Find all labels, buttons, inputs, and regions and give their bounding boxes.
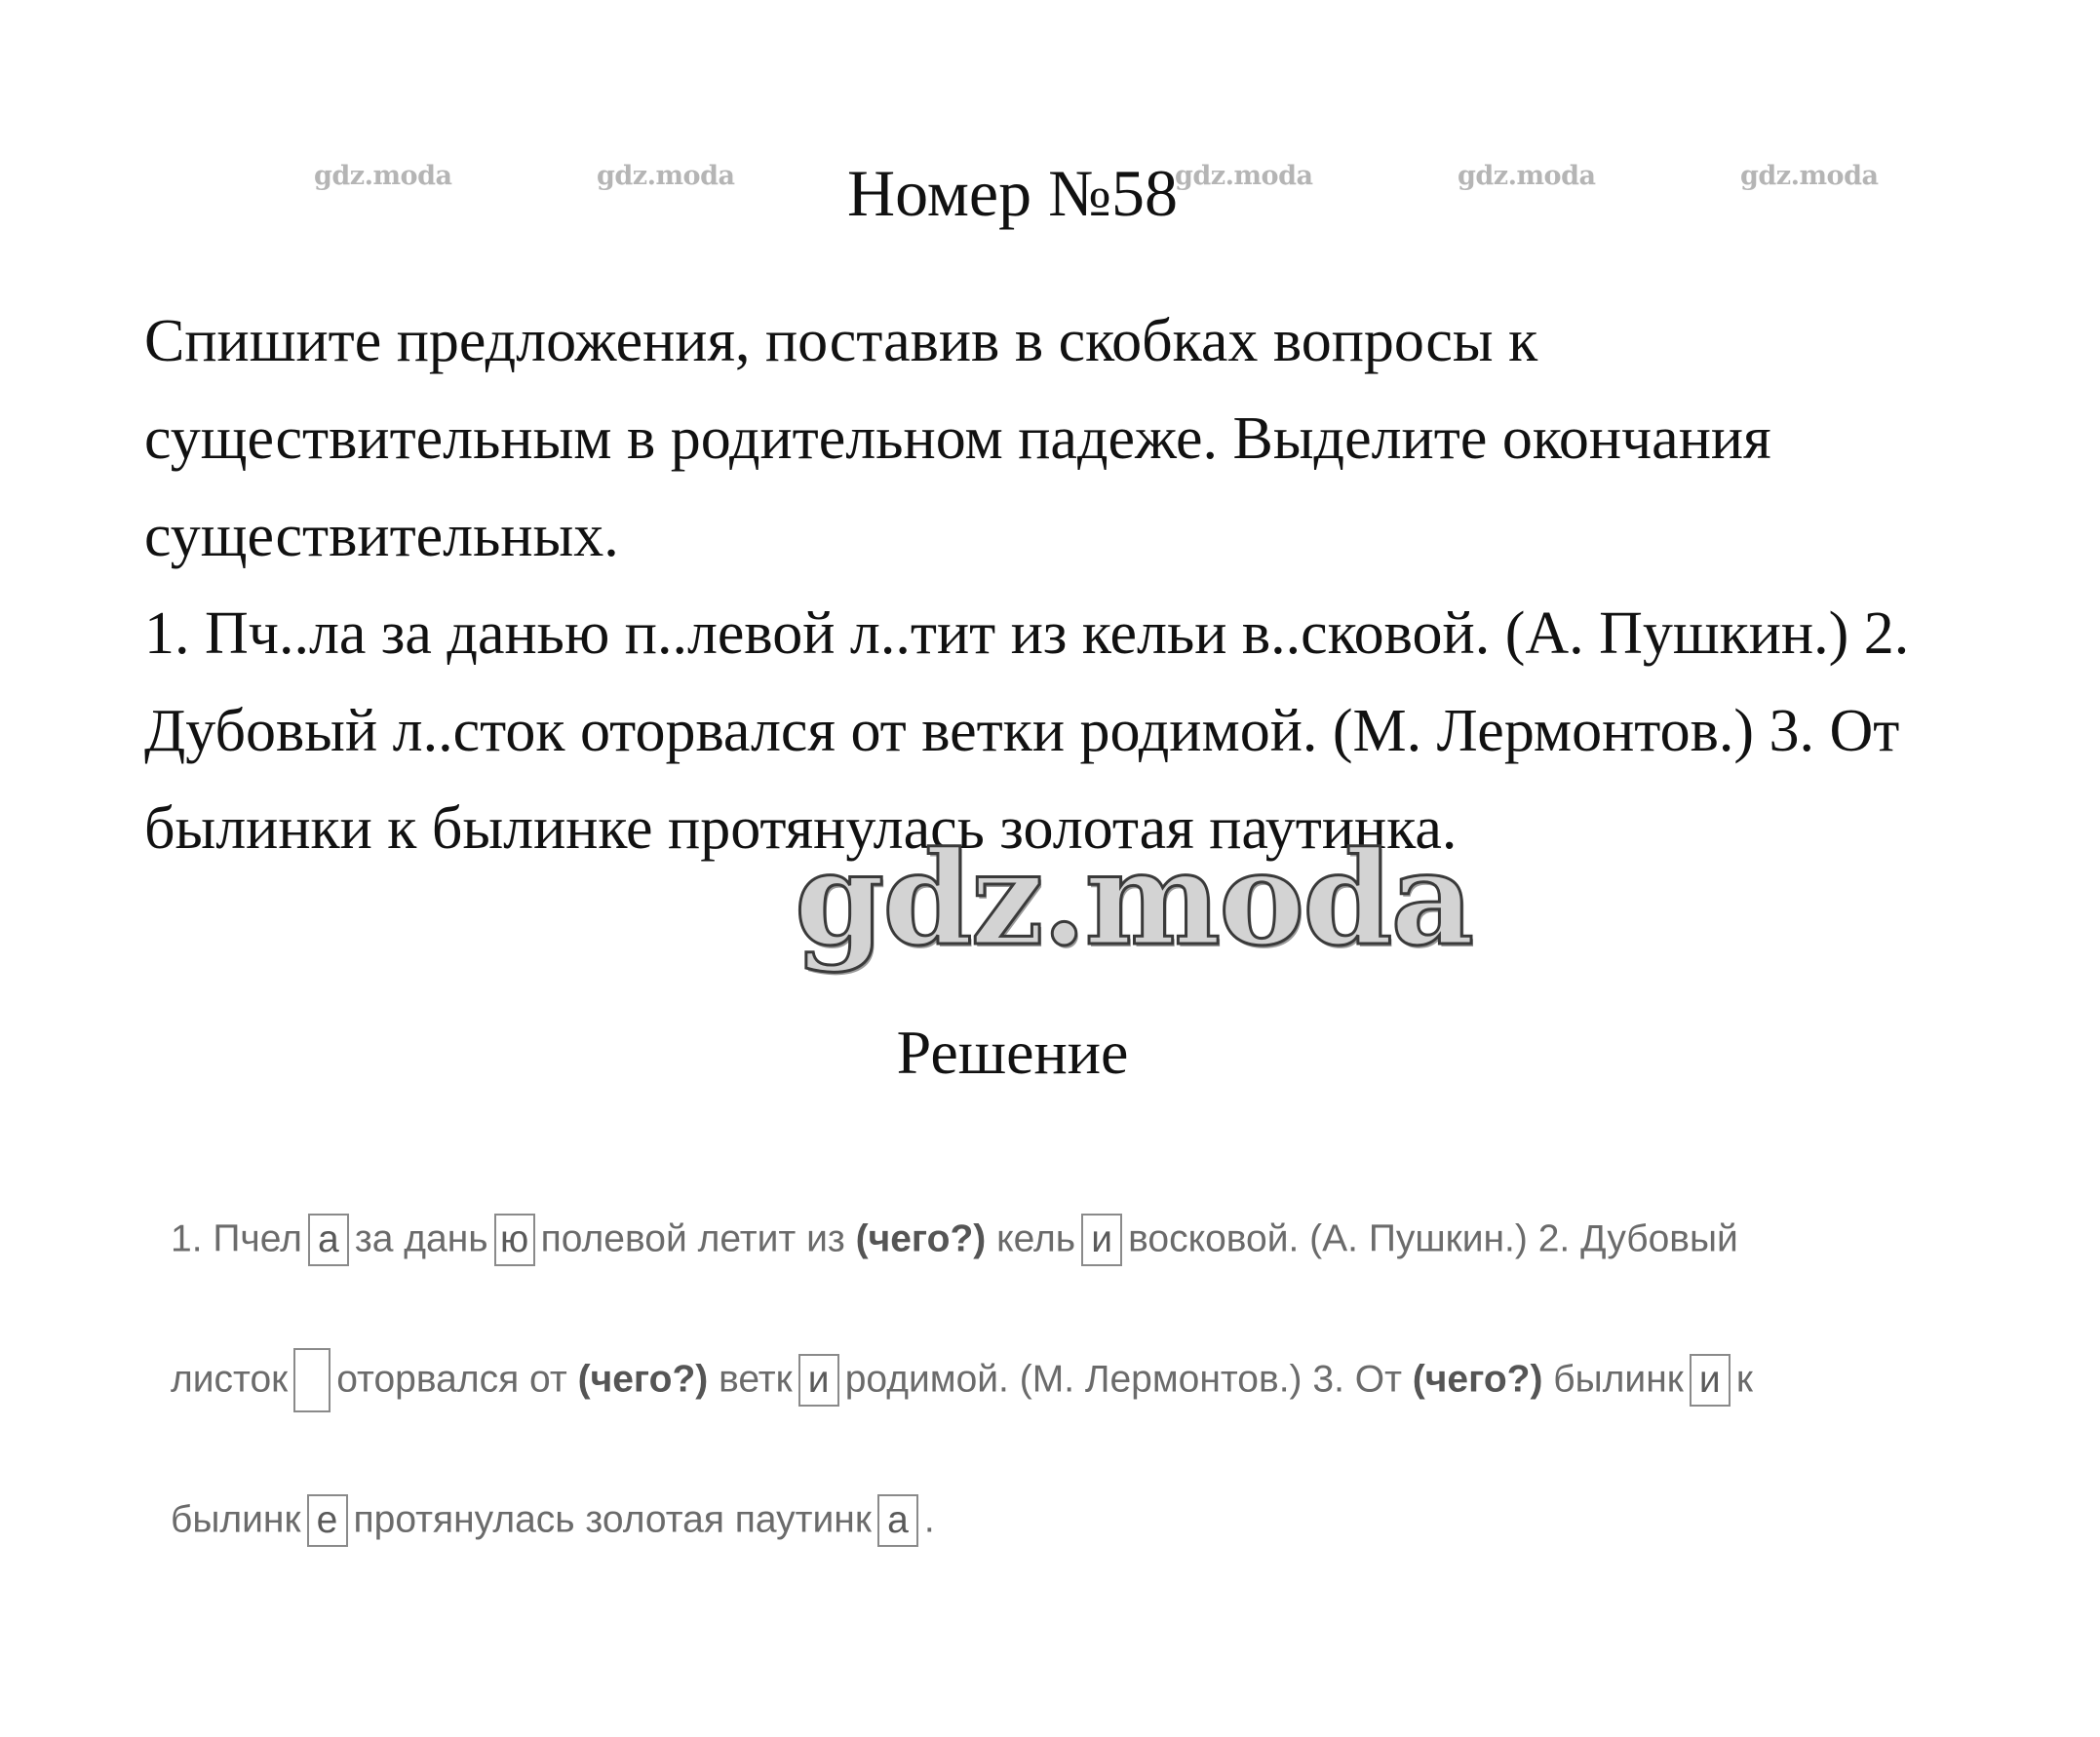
ending-box [293, 1348, 331, 1412]
task-instruction: Спишите предложения, поставив в скобках вопросы к существительным в родительном падеже. Выделите окончания существительных. [144, 308, 1771, 569]
watermark-large: gdz.moda [795, 824, 1473, 975]
solution-line [171, 1308, 1984, 1448]
watermark-small-2: gdz.moda [597, 161, 735, 191]
watermark-small-5: gdz.moda [1740, 161, 1879, 191]
watermark-small-4: gdz.moda [1458, 161, 1596, 191]
task-text [144, 292, 1938, 877]
watermark-small-1: gdz.moda [314, 161, 452, 191]
ending-box: а [308, 1214, 349, 1266]
solution-fragment: былинк [1542, 1358, 1684, 1401]
solution-line [171, 1448, 1984, 1589]
solution-fragment: протянулась золотая паутинк [353, 1498, 872, 1541]
solution-fragment: листок [171, 1358, 289, 1401]
ending-box: е [307, 1494, 348, 1547]
solution-fragment: былинк [171, 1498, 301, 1541]
solution-fragment: ветк [708, 1358, 793, 1401]
solution-line [171, 1168, 1984, 1308]
ending-box: ю [494, 1214, 535, 1266]
solution-fragment: 1. Пчел [171, 1217, 302, 1260]
solution-title: Решение [896, 1018, 1129, 1087]
task-sentences: 1. Пч..ла за данью п..левой л..тит из кельи в..сковой. (А. Пушкин.) 2. Дубовый л..сток оторвался от ветки родимой. (М. Лермонтов.) 3. От былинки к былинке протянулась золотая паутинка. [144, 600, 1910, 862]
solution-fragment: восковой. (А. Пушкин.) 2. Дубовый [1128, 1217, 1738, 1260]
solution-fragment: полевой летит из [540, 1217, 856, 1260]
solution-fragment: за дань [354, 1217, 488, 1260]
solution-fragment: родимой. (М. Лермонтов.) 3. От [844, 1358, 1413, 1401]
solution-text [171, 1168, 1984, 1589]
question-label: (чего?) [1412, 1358, 1543, 1401]
solution-fragment: оторвался от [336, 1358, 578, 1401]
watermark-small-3: gdz.moda [1175, 161, 1313, 191]
ending-box: и [1690, 1354, 1731, 1407]
question-label: (чего?) [855, 1217, 987, 1260]
question-label: (чего?) [577, 1358, 709, 1401]
ending-box: и [798, 1354, 839, 1407]
solution-fragment: кель [986, 1217, 1076, 1260]
ending-box: и [1081, 1214, 1122, 1266]
solution-fragment: . [923, 1498, 935, 1541]
page-title: Номер №58 [847, 156, 1178, 230]
ending-box: а [877, 1494, 918, 1547]
solution-fragment: к [1735, 1358, 1753, 1401]
